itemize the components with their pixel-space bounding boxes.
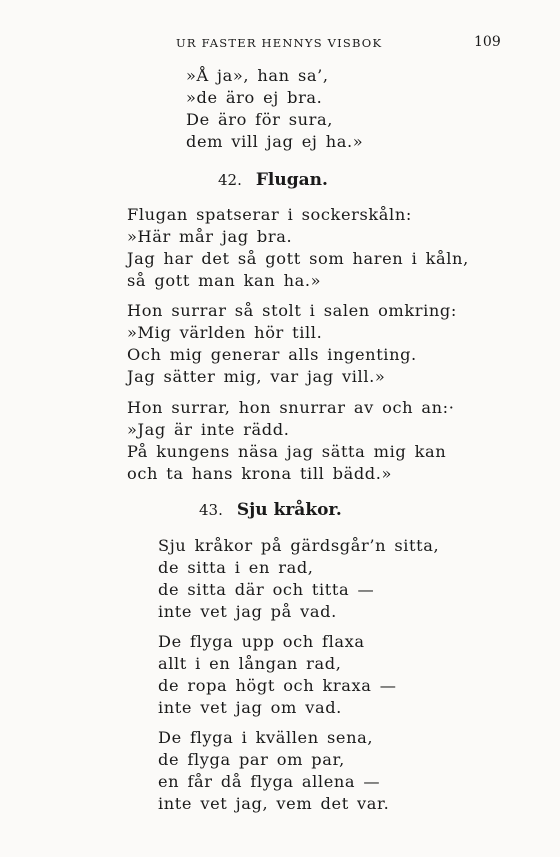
verse-line: Jag sätter mig, var jag vill.» bbox=[127, 367, 386, 386]
song-number: 43. bbox=[199, 501, 223, 519]
verse-line: Och mig generar alls ingenting. bbox=[127, 345, 417, 364]
verse-line: »de äro ej bra. bbox=[186, 88, 323, 107]
verse-line: de sitta där och titta — bbox=[158, 580, 375, 599]
verse-line: så gott man kan ha.» bbox=[127, 271, 322, 290]
song-heading-43 bbox=[199, 500, 342, 520]
verse-line: På kungens näsa jag sätta mig kan bbox=[127, 442, 447, 461]
verse-line: inte vet jag på vad. bbox=[158, 602, 337, 621]
verse-line: Jag har det så gott som haren i kåln, bbox=[127, 249, 469, 268]
verse-line: »Mig världen hör till. bbox=[127, 323, 323, 342]
verse-line: De flyga upp och flaxa bbox=[158, 632, 365, 651]
running-title: UR FASTER HENNYS VISBOK bbox=[176, 36, 383, 50]
verse-line: De flyga i kvällen sena, bbox=[158, 728, 374, 747]
verse-line: Hon surrar, hon snurrar av och an:· bbox=[127, 398, 455, 417]
song-title: Flugan. bbox=[255, 170, 328, 190]
verse-line: De äro för sura, bbox=[186, 110, 333, 129]
verse-line: de flyga par om par, bbox=[158, 750, 345, 769]
verse-line: en får då flyga allena — bbox=[158, 772, 381, 791]
verse-line: de ropa högt och kraxa — bbox=[158, 676, 397, 695]
verse-line: Flugan spatserar i sockerskåln: bbox=[127, 205, 412, 224]
verse-line: Hon surrar så stolt i salen omkring: bbox=[127, 301, 457, 320]
verse-line: de sitta i en rad, bbox=[158, 558, 314, 577]
verse-line: »Här mår jag bra. bbox=[127, 227, 293, 246]
verse-line: inte vet jag om vad. bbox=[158, 698, 342, 717]
verse-line: Sju kråkor på gärdsgår’n sitta, bbox=[158, 536, 440, 555]
verse-line: dem vill jag ej ha.» bbox=[186, 132, 364, 151]
verse-line: och ta hans krona till bädd.» bbox=[127, 464, 393, 483]
verse-line: »Jag är inte rädd. bbox=[127, 420, 290, 439]
song-number: 42. bbox=[218, 171, 242, 189]
verse-line: allt i en långan rad, bbox=[158, 654, 342, 673]
song-heading-42 bbox=[218, 170, 328, 190]
page-number: 109 bbox=[474, 34, 501, 50]
song-title: Sju kråkor. bbox=[236, 500, 342, 520]
verse-line: »Å ja», han sa’, bbox=[186, 66, 329, 85]
verse-line: inte vet jag, vem det var. bbox=[158, 794, 390, 813]
